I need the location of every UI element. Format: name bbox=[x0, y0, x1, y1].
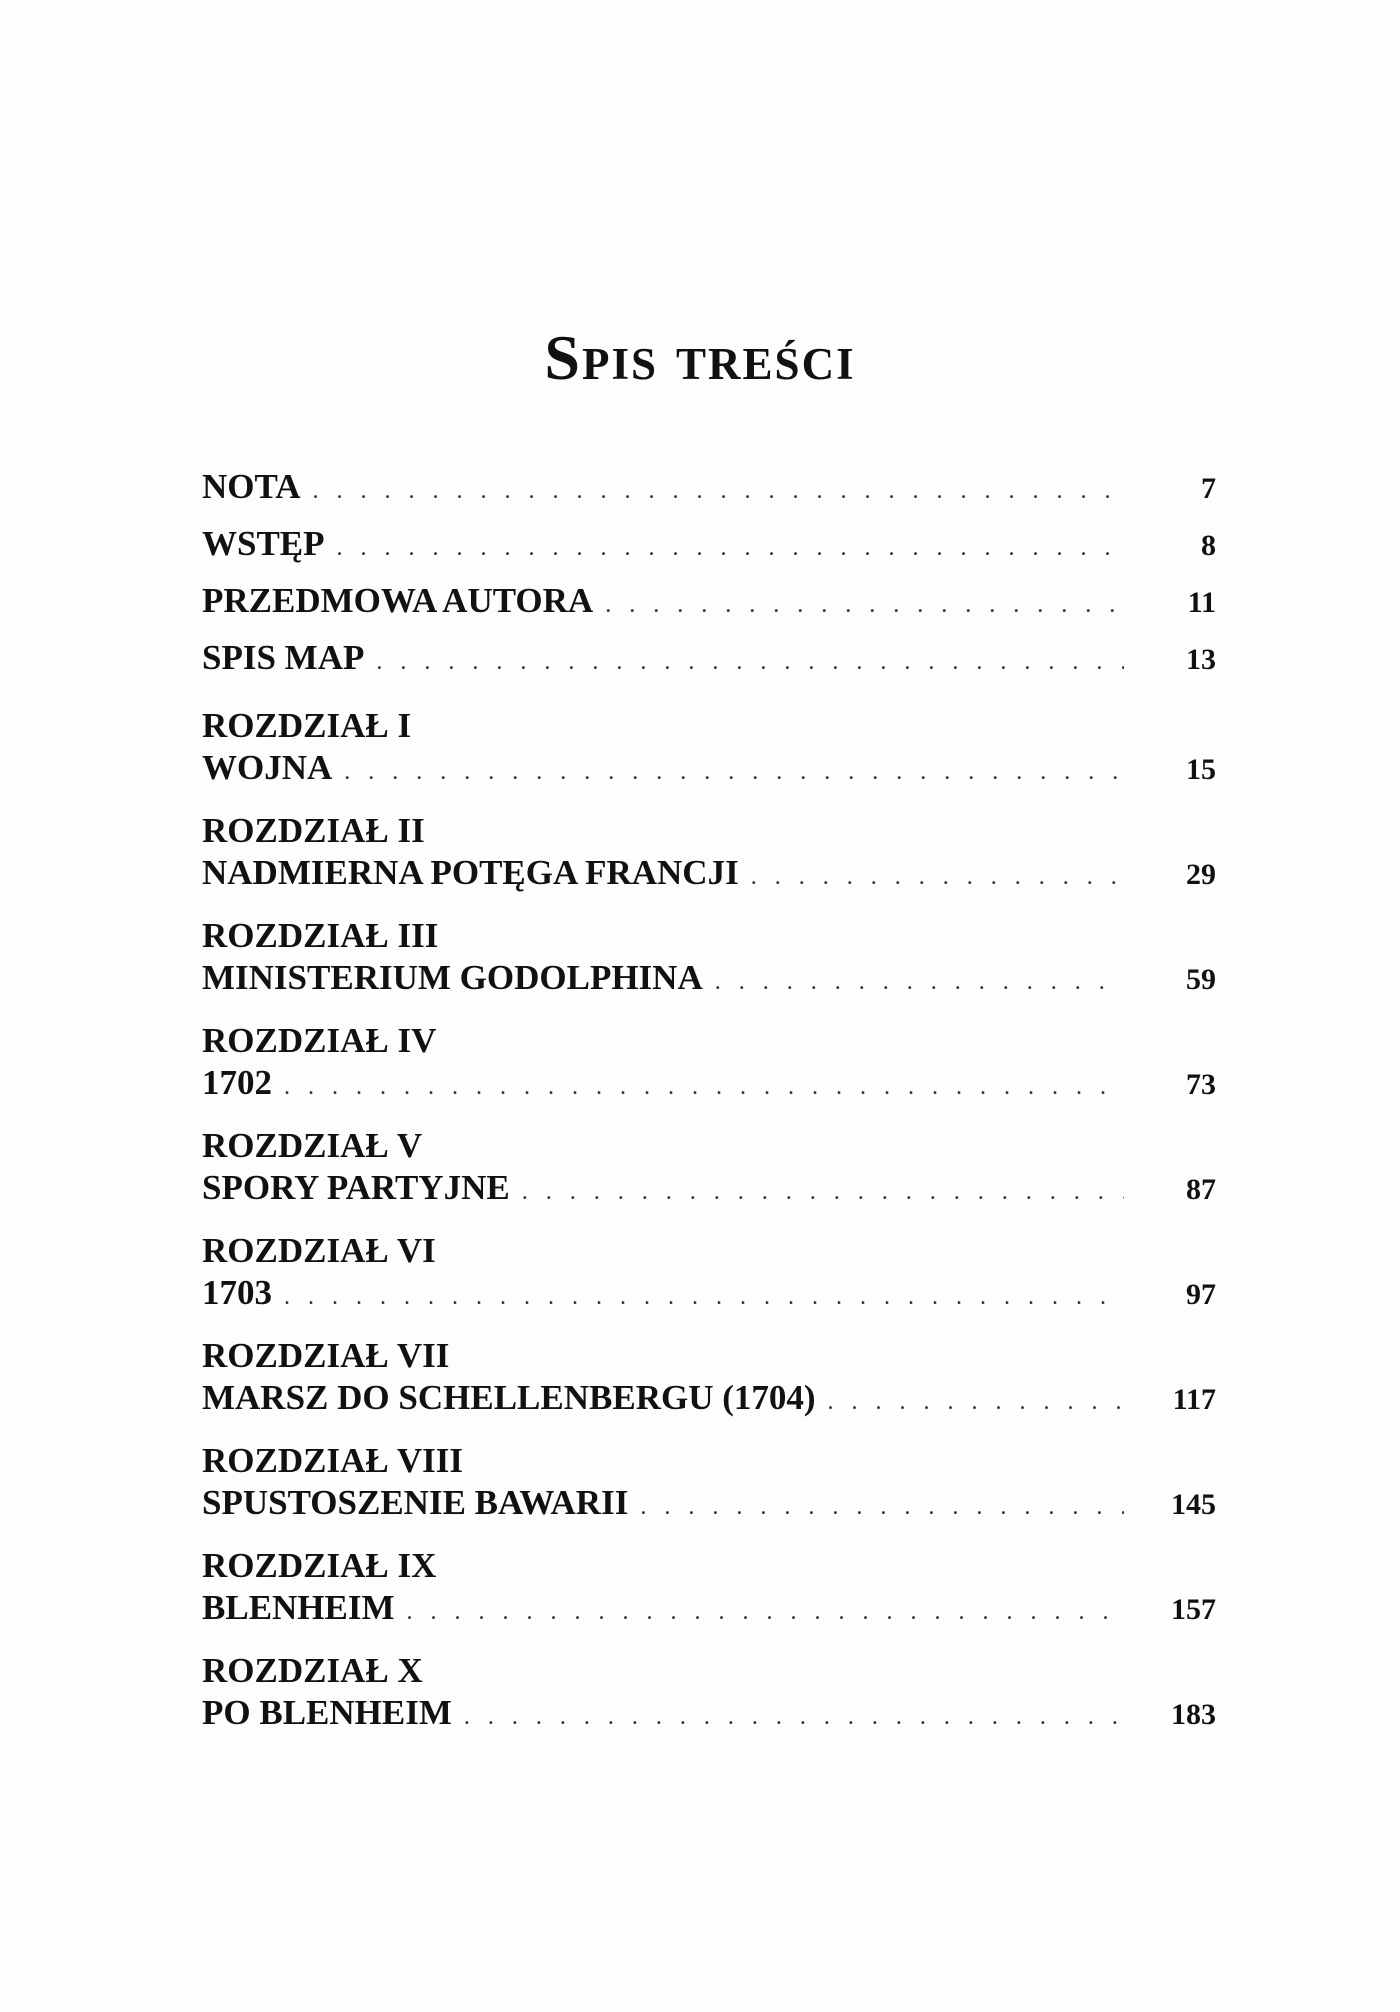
page-title: Spis treści bbox=[544, 322, 856, 393]
chapter-number: ROZDZIAŁ V bbox=[202, 1126, 423, 1165]
toc-entry-przedmowa-autora[interactable] bbox=[202, 580, 1216, 622]
dot-leader bbox=[313, 470, 1124, 512]
toc-entry-chapter-4[interactable] bbox=[202, 1020, 1216, 1104]
page-number: 183 bbox=[1171, 1698, 1216, 1731]
dot-leader bbox=[284, 1276, 1124, 1318]
chapter-title: PO BLENHEIM bbox=[202, 1693, 452, 1732]
dot-leader bbox=[284, 1066, 1124, 1108]
dot-leader bbox=[640, 1486, 1124, 1528]
toc-entry-chapter-9[interactable] bbox=[202, 1545, 1216, 1629]
page-number: 97 bbox=[1186, 1278, 1216, 1311]
dot-leader bbox=[407, 1591, 1124, 1633]
toc-entry-chapter-1[interactable] bbox=[202, 705, 1216, 789]
chapter-number: ROZDZIAŁ III bbox=[202, 916, 439, 955]
page-number: 7 bbox=[1201, 472, 1216, 505]
chapter-number: ROZDZIAŁ II bbox=[202, 811, 425, 850]
chapter-title: MARSZ DO SCHELLENBERGU (1704) bbox=[202, 1378, 816, 1417]
toc-entry-chapter-2[interactable] bbox=[202, 810, 1216, 894]
toc-entry-spis-map[interactable] bbox=[202, 637, 1216, 679]
chapter-title: 1703 bbox=[202, 1273, 272, 1312]
entry-title: SPIS MAP bbox=[202, 638, 365, 677]
page-number: 11 bbox=[1187, 586, 1216, 619]
chapter-title: BLENHEIM bbox=[202, 1588, 395, 1627]
entry-title: WSTĘP bbox=[202, 524, 325, 563]
page-number: 73 bbox=[1186, 1068, 1216, 1101]
toc-entry-wstep[interactable] bbox=[202, 523, 1216, 565]
dot-leader bbox=[344, 751, 1124, 793]
dot-leader bbox=[751, 856, 1124, 898]
dot-leader bbox=[715, 961, 1124, 1003]
page-number: 117 bbox=[1172, 1383, 1216, 1416]
toc-entry-chapter-3[interactable] bbox=[202, 915, 1216, 999]
chapter-title: NADMIERNA POTĘGA FRANCJI bbox=[202, 853, 739, 892]
toc-entry-chapter-7[interactable] bbox=[202, 1335, 1216, 1419]
toc-entry-nota[interactable] bbox=[202, 466, 1216, 508]
entry-title: PRZEDMOWA AUTORA bbox=[202, 581, 594, 620]
chapter-title: SPUSTOSZENIE BAWARII bbox=[202, 1483, 629, 1522]
page-number: 29 bbox=[1186, 858, 1216, 891]
page-number: 145 bbox=[1171, 1488, 1216, 1521]
dot-leader bbox=[376, 641, 1124, 683]
page-number: 8 bbox=[1201, 529, 1216, 562]
toc-entry-chapter-6[interactable] bbox=[202, 1230, 1216, 1314]
entry-title: NOTA bbox=[202, 467, 301, 506]
chapter-number: ROZDZIAŁ VI bbox=[202, 1231, 436, 1270]
table-of-contents bbox=[202, 466, 1216, 1755]
toc-entry-chapter-8[interactable] bbox=[202, 1440, 1216, 1524]
page-number: 13 bbox=[1186, 643, 1216, 676]
page-number: 157 bbox=[1171, 1593, 1216, 1626]
chapter-title: SPORY PARTYJNE bbox=[202, 1168, 510, 1207]
toc-entry-chapter-10[interactable] bbox=[202, 1650, 1216, 1734]
chapter-title: WOJNA bbox=[202, 748, 333, 787]
dot-leader bbox=[828, 1381, 1124, 1423]
toc-entry-chapter-5[interactable] bbox=[202, 1125, 1216, 1209]
chapter-number: ROZDZIAŁ IV bbox=[202, 1021, 437, 1060]
dot-leader bbox=[337, 527, 1124, 569]
page-number: 15 bbox=[1186, 753, 1216, 786]
page-number: 59 bbox=[1186, 963, 1216, 996]
dot-leader bbox=[464, 1696, 1124, 1738]
chapter-title: MINISTERIUM GODOLPHINA bbox=[202, 958, 703, 997]
chapter-number: ROZDZIAŁ I bbox=[202, 706, 412, 745]
chapter-number: ROZDZIAŁ X bbox=[202, 1651, 423, 1690]
page-number: 87 bbox=[1186, 1173, 1216, 1206]
chapter-number: ROZDZIAŁ VIII bbox=[202, 1441, 463, 1480]
chapter-number: ROZDZIAŁ VII bbox=[202, 1336, 450, 1375]
chapter-title: 1702 bbox=[202, 1063, 272, 1102]
dot-leader bbox=[522, 1171, 1124, 1213]
dot-leader bbox=[605, 584, 1124, 626]
chapter-number: ROZDZIAŁ IX bbox=[202, 1546, 437, 1585]
